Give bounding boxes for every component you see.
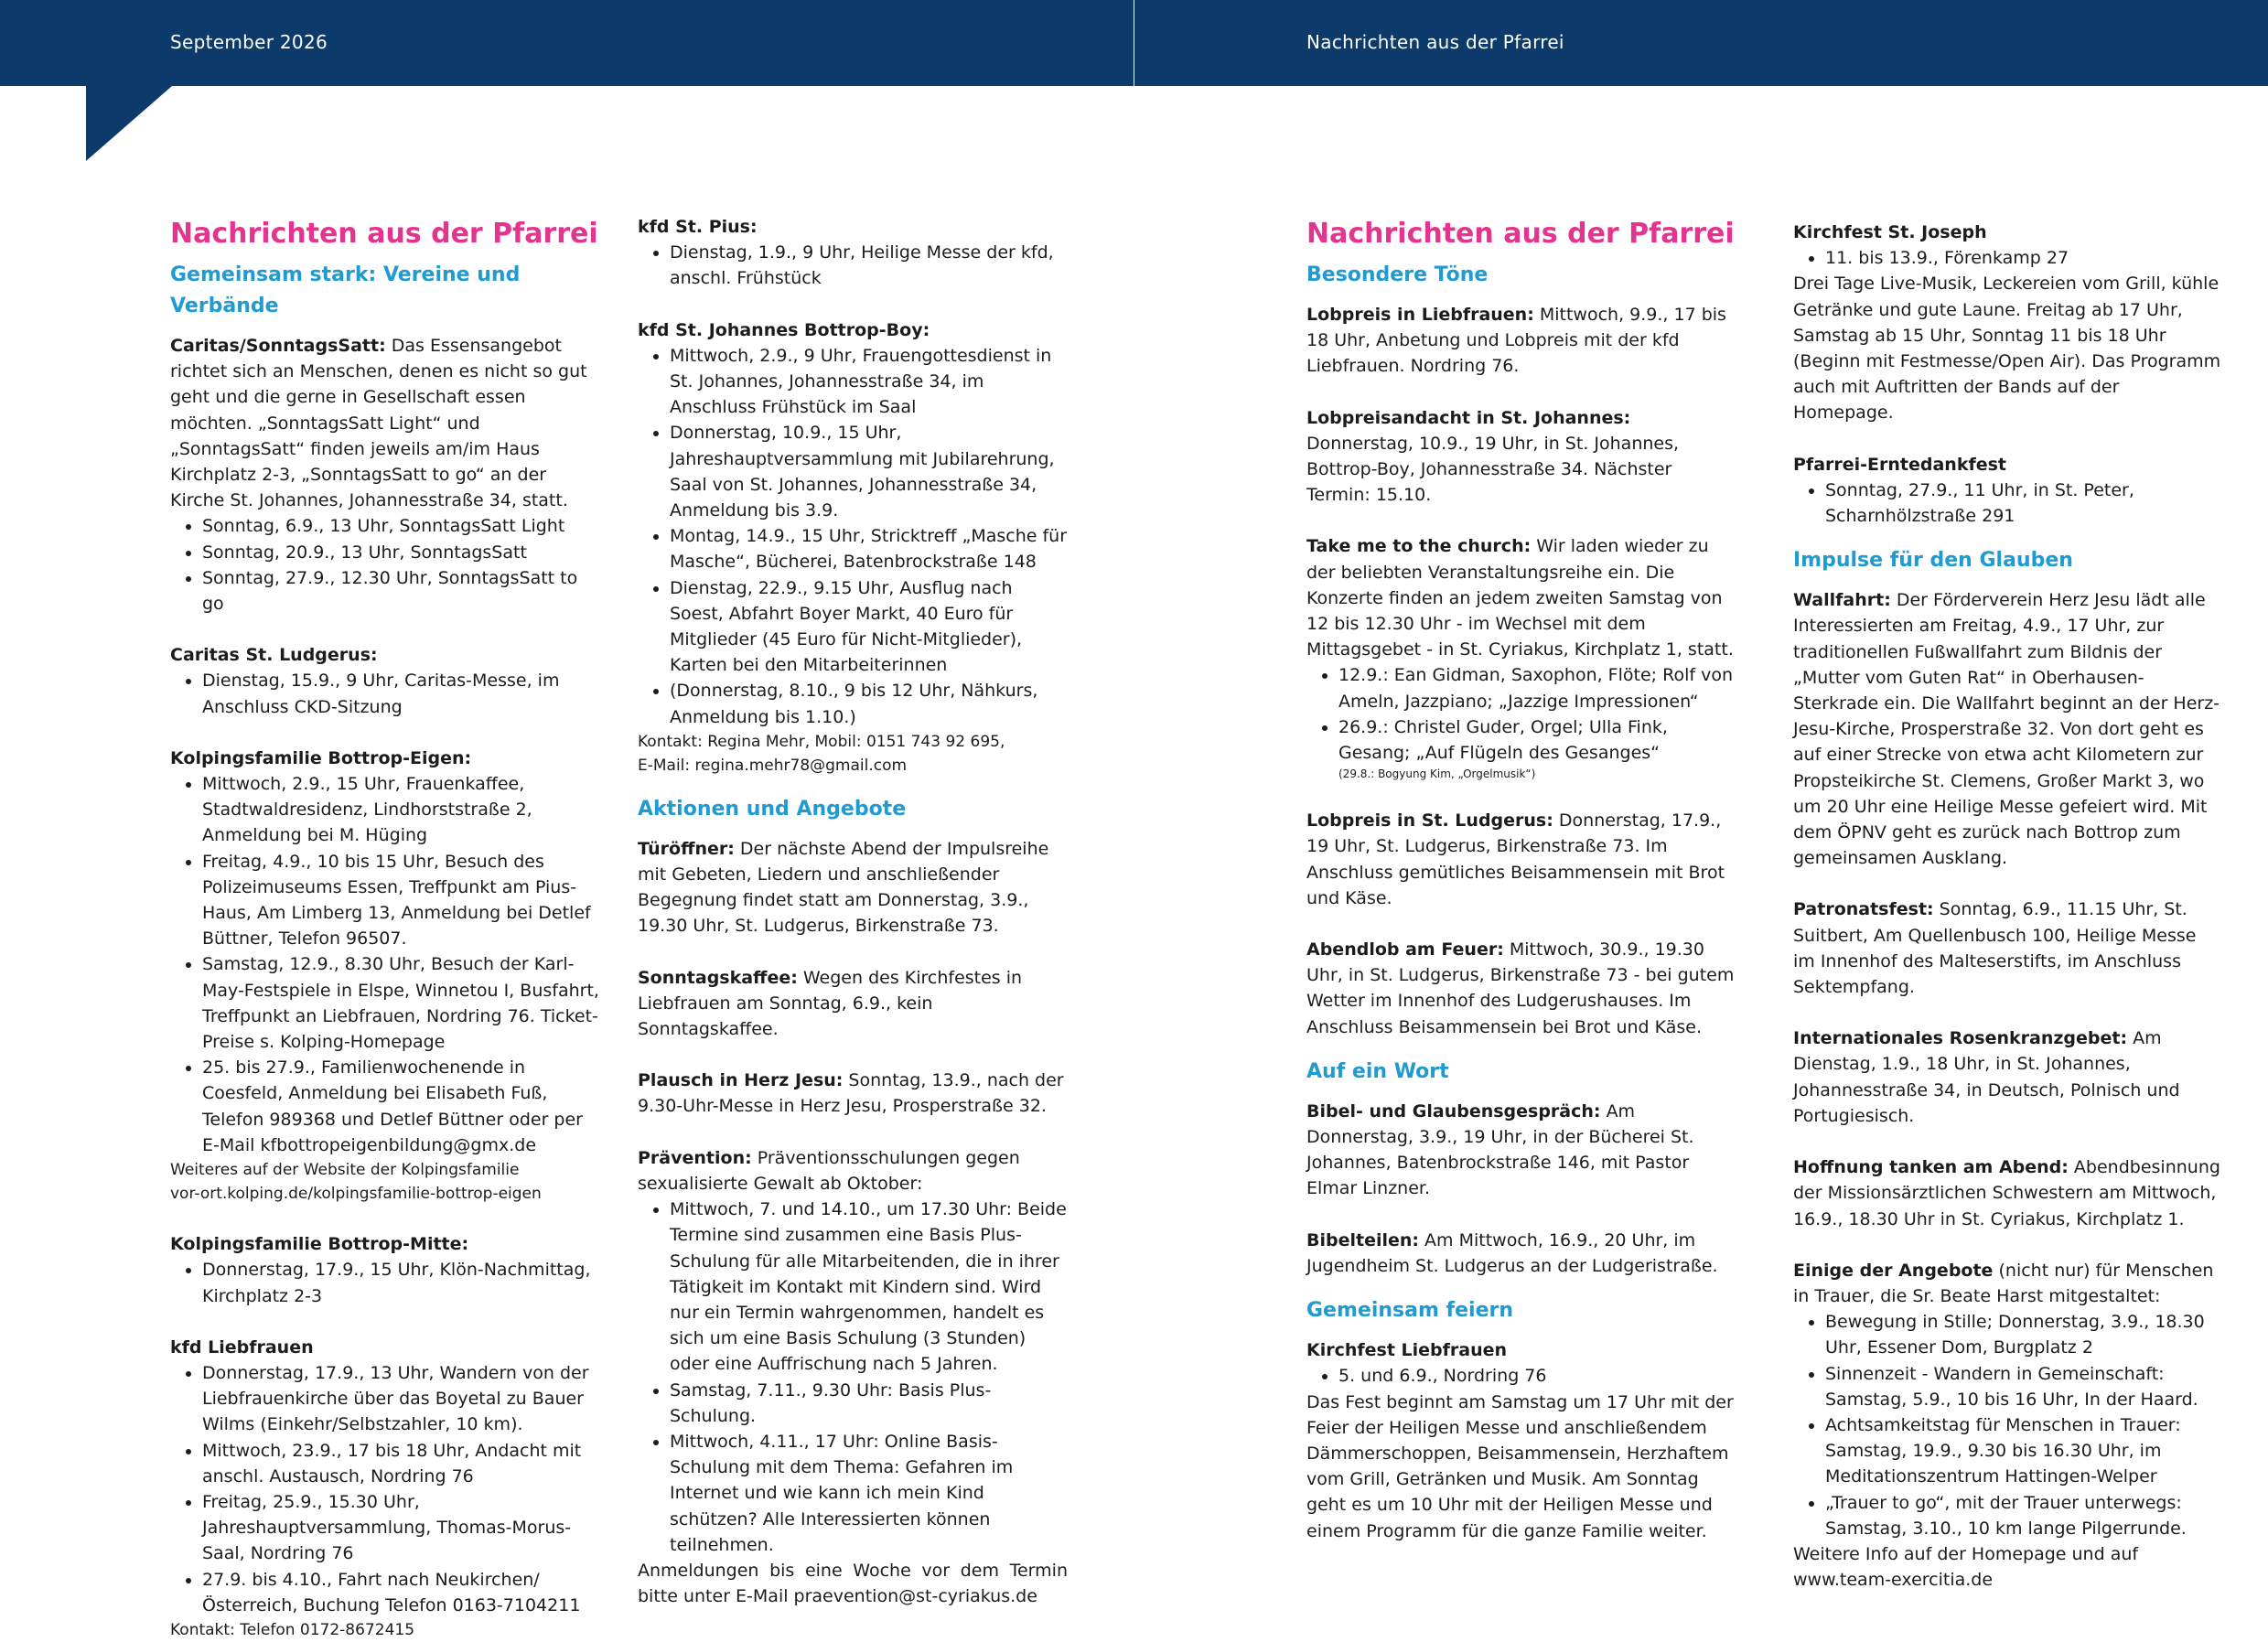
event-list [1793, 1309, 2223, 1541]
contact: Kontakt: Regina Mehr, Mobil: 0151 743 92 695, [638, 732, 1005, 751]
article-sonntagskaffee [638, 965, 1068, 1043]
event-list [170, 668, 600, 719]
list-item: • Freitag, 4.9., 10 bis 15 Uhr, Besuch des Polizeimuseums Essen, Treffpunkt am Pius-Haus, Am Limberg 13, Anmeldung bei Detlef Büttner, Telefon 96507. [202, 849, 600, 952]
list-item: • Dienstag, 22.9., 9.15 Uhr, Ausflug nach Soest, Abfahrt Boyer Markt, 40 Euro für Mitglieder (45 Euro für Nicht-Mitglieder), Karten bei den Mitarbeiterinnen [670, 575, 1068, 679]
article-body: Wir laden wieder zu der beliebten Veranstaltungsreihe ein. Die Konzerte finden an jedem zweiten Samstag von 12 bis 12.30 Uhr - im Wechsel mit dem Mittagsgebet - in St. Cyriakus, Kirchplatz 1, statt. [1306, 536, 1734, 660]
event-list [1306, 1363, 1736, 1389]
article-label: Wallfahrt: [1793, 590, 1891, 611]
list-item: • Donnerstag, 17.9., 13 Uhr, Wandern von der Liebfrauenkirche über das Boyetal zu Bauer Wilms (Einkehr/Selbstzahler, 10 km). [202, 1360, 600, 1438]
article-label: Prävention: [638, 1147, 752, 1168]
list-item: • Sonntag, 20.9., 13 Uhr, SonntagsSatt [202, 540, 600, 565]
article-rosenkranzgebet [1793, 1025, 2223, 1129]
list-item: • Mittwoch, 23.9., 17 bis 18 Uhr, Andacht mit anschl. Austausch, Nordring 76 [202, 1438, 600, 1489]
article-label: Sonntagskaffee: [638, 967, 798, 988]
list-item: • Sonntag, 6.9., 13 Uhr, SonntagsSatt Light [202, 513, 600, 539]
article-body: Das Essensangebot richtet sich an Menschen, denen es nicht so gut geht und die gerne in Gesellschaft essen möchten. „SonntagsSatt Light“ und „SonntagsSatt“ finden jeweils am/im Haus Kirchplatz 2-3, „SonntagsSatt to go“ an der Kirche St. Johannes, Johannesstraße 34, statt. [170, 336, 587, 511]
article-body: Der Förderverein Herz Jesu lädt alle Interessierten am Freitag, 4.9., 17 Uhr, zur traditionellen Fußwallfahrt zum Bildnis der „Mutter vom Guten Rat“ in Oberhausen-Sterkrade ein. Die Wallfahrt beginnt an der Herz-Jesu-Kirche, Prosperstraße 32. Von dort geht es auf einer Strecke von etwa acht Kilometern zur Propsteikirche St. Clemens, Großer Markt 3, wo um 20 Uhr eine Heilige Messe gefeiert wird. Mit dem ÖPNV geht es zurück nach Bottrop zum gemeinsamen Ausklang. [1793, 590, 2220, 869]
column-1 [170, 216, 600, 1642]
list-item: • Samstag, 7.11., 9.30 Uhr: Basis Plus-Schulung. [670, 1378, 1068, 1429]
event-list [170, 1257, 600, 1308]
page-title: Nachrichten aus der Pfarrei [1306, 218, 1735, 250]
article-body: Donnerstag, 10.9., 19 Uhr, in St. Johannes, Bottrop-Boy, Johannesstraße 34. Nächster Termin: 15.10. [1306, 433, 1680, 506]
header-date: September 2026 [170, 31, 328, 53]
article-label: Caritas St. Ludgerus: [170, 645, 378, 666]
article-label: Lobpreis in Liebfrauen: [1306, 305, 1534, 325]
list-item: • Mittwoch, 4.11., 17 Uhr: Online Basis-Schulung mit dem Thema: Gefahren im Internet und wie kann ich mein Kind schützen? Alle Interessierten können teilnehmen. [670, 1429, 1068, 1558]
article-label: Pfarrei-Erntedankfest [1793, 454, 2007, 475]
website-link[interactable]: www.team-exercitia.de [1793, 1570, 1994, 1591]
website-link[interactable]: vor-ort.kolping.de/kolpingsfamilie-bottrop-eigen [170, 1185, 542, 1204]
column-2 [638, 214, 1068, 1609]
list-item: • 26.9.: Christel Guder, Orgel; Ulla Fink, Gesang; „Auf Flügeln des Gesanges“ [1338, 714, 1736, 766]
article-label: kfd St. Pius: [638, 217, 758, 237]
list-item: • Dienstag, 1.9., 9 Uhr, Heilige Messe der kfd, anschl. Frühstück [670, 240, 1068, 291]
article-lobpreis-liebfrauen [1306, 302, 1736, 380]
article-label: Bibelteilen: [1306, 1229, 1419, 1250]
article-label: Lobpreisandacht in St. Johannes: [1306, 407, 1631, 428]
article-body: Mittwoch, 9.9., 17 bis 18 Uhr, Anbetung und Lobpreis mit der kfd Liebfrauen. Nordring 76. [1306, 305, 1726, 377]
article-tueroeffner [638, 836, 1068, 939]
event-list [1306, 662, 1736, 766]
section-heading: Besondere Töne [1306, 263, 1489, 286]
event-list [638, 343, 1068, 730]
article-label: Take me to the church: [1306, 536, 1532, 557]
article-label: Plausch in Herz Jesu: [638, 1070, 844, 1091]
article-label: Bibel- und Glaubensgespräch: [1306, 1100, 1601, 1121]
column-3 [1306, 216, 1736, 1544]
note: Weitere Info auf der Homepage und auf [1793, 1543, 2139, 1564]
list-item: • 25. bis 27.9., Familienwochenende in Coesfeld, Anmeldung bei Elisabeth Fuß, Telefon 989368 und Detlef Büttner oder per E-Mail kfbottropeigenbildung@gmx.de [202, 1055, 600, 1158]
contact-email[interactable]: E-Mail: regina.mehr78@gmail.com [638, 756, 908, 775]
list-item: • 11. bis 13.9., Förenkamp 27 [1825, 245, 2223, 271]
article-body: Das Fest beginnt am Samstag um 17 Uhr mit der Feier der Heiligen Messe und anschließendem Dämmerschoppen, Beisammensein, Herzhaftem vom Grill, Getränken und Musik. Am Sonntag geht es um 10 Uhr mit der Heiligen Messe und einem Programm für die ganze Familie weiter. [1306, 1391, 1734, 1541]
article-body: Drei Tage Live-Musik, Leckereien vom Grill, kühle Getränke und gute Laune. Freitag ab 17 Uhr, Samstag ab 15 Uhr, Sonntag 11 bis 18 Uhr (Beginn mit Festmesse/Open Air). Das Programm auch mit Auftritten der Bands auf der Homepage. [1793, 274, 2221, 424]
footnote: (29.8.: Bogyung Kim, „Orgelmusik“) [1338, 767, 1536, 781]
event-list [638, 1197, 1068, 1558]
header-bar-right [1134, 0, 2268, 86]
article-body: Donnerstag, 17.9., 19 Uhr, St. Ludgerus, Birkenstraße 73. Im Anschluss gemütliches Beisammensein mit Brot und Käse. [1306, 810, 1725, 908]
article-body: Am Dienstag, 1.9., 18 Uhr, in St. Johannes, Johannesstraße 34, in Deutsch, Polnisch und Portugiesisch. [1793, 1028, 2180, 1126]
article-bibelteilen [1306, 1228, 1736, 1279]
event-list [170, 771, 600, 1158]
article-label: kfd St. Johannes Bottrop-Boy: [638, 319, 930, 340]
list-item: • Mittwoch, 7. und 14.10., um 17.30 Uhr: Beide Termine sind zusammen eine Basis Plus-Schulung für alle Mitarbeitenden, die in ihrer Tätigkeit im Kontakt mit Kindern sind. Wird nur ein Termin wahrgenommen, handelt es sich um eine Basis Schulung (3 Stunden) oder eine Auffrischung nach 5 Jahren. [670, 1197, 1068, 1377]
list-item: • Bewegung in Stille; Donnerstag, 3.9., 18.30 Uhr, Essener Dom, Burgplatz 2 [1825, 1309, 2223, 1360]
article-label: Kirchfest St. Joseph [1793, 222, 1987, 242]
list-item: • Sonntag, 27.9., 12.30 Uhr, SonntagsSatt to go [202, 565, 600, 617]
list-item: • (Donnerstag, 8.10., 9 bis 12 Uhr, Nähkurs, Anmeldung bis 1.10.) [670, 678, 1068, 729]
article-label: Internationales Rosenkranzgebet: [1793, 1028, 2128, 1049]
header-tab-corner [86, 86, 172, 161]
article-wallfahrt [1793, 587, 2223, 871]
article-angebote-trauer [1793, 1258, 2223, 1309]
list-item: • Freitag, 25.9., 15.30 Uhr, Jahreshauptversammlung, Thomas-Morus-Saal, Nordring 76 [202, 1489, 600, 1567]
list-item: • Mittwoch, 2.9., 15 Uhr, Frauenkaffee, Stadtwaldresidenz, Lindhorststraße 2, Anmeldung bei M. Hüging [202, 771, 600, 849]
article-label: Caritas/SonntagsSatt: [170, 336, 386, 356]
article-body: Mittwoch, 30.9., 19.30 Uhr, in St. Ludgerus, Birkenstraße 73 - bei gutem Wetter im Innenhof des Ludgerushauses. Im Anschluss Beisammensein bei Brot und Käse. [1306, 939, 1735, 1037]
article-label: Lobpreis in St. Ludgerus: [1306, 810, 1553, 832]
article-lobpreis-ludgerus [1306, 808, 1736, 911]
list-item: • Montag, 14.9., 15 Uhr, Stricktreff „Masche für Masche“, Bücherei, Batenbrockstraße 148 [670, 523, 1068, 574]
section-heading: Gemeinsam stark: Vereine und Verbände [170, 263, 521, 317]
event-list [170, 513, 600, 617]
registration-note: Anmeldungen bis eine Woche vor dem Termin bitte unter E-Mail praevention@st-cyriakus.de [638, 1560, 1068, 1607]
note: Weiteres auf der Website der Kolpingsfamilie [170, 1161, 520, 1180]
event-list [1793, 478, 2223, 529]
article-body: Der nächste Abend der Impulsreihe mit Gebeten, Liedern und anschließender Begegnung findet statt am Donnerstag, 3.9., 19.30 Uhr, St. Ludgerus, Birkenstraße 73. [638, 838, 1049, 937]
article-label: Einige der Angebote [1793, 1260, 1994, 1281]
event-list [1793, 245, 2223, 271]
article-patronatsfest [1793, 896, 2223, 1000]
article-body: Wegen des Kirchfestes in Liebfrauen am Sonntag, 6.9., kein Sonntagskaffee. [638, 967, 1023, 1040]
article-body: Sonntag, 13.9., nach der 9.30-Uhr-Messe in Herz Jesu, Prosperstraße 32. [638, 1070, 1064, 1117]
article-praevention [638, 1145, 1068, 1197]
list-item: • 12.9.: Ean Gidman, Saxophon, Flöte; Rolf von Ameln, Jazzpiano; „Jazzige Impressionen“ [1338, 662, 1736, 714]
article-label: Patronatsfest: [1793, 899, 1934, 920]
article-body: Sonntag, 6.9., 11.15 Uhr, St. Suitbert, Am Quellenbusch 100, Heilige Messe im Innenhof des Malteserstifts, im Anschluss Sektempfang. [1793, 899, 2197, 998]
list-item: • 5. und 6.9., Nordring 76 [1338, 1363, 1736, 1389]
article-body: (nicht nur) für Menschen in Trauer, die Sr. Beate Harst mitgestaltet: [1793, 1260, 2214, 1306]
article-take-me-to-the-church [1306, 533, 1736, 662]
contact: Kontakt: Telefon 0172-8672415 [170, 1620, 415, 1639]
article-lobpreisandacht [1306, 405, 1736, 509]
list-item: • „Trauer to go“, mit der Trauer unterwegs: Samstag, 3.10., 10 km lange Pilgerrunde. [1825, 1490, 2223, 1541]
section-heading: Auf ein Wort [1306, 1059, 1449, 1083]
article-plausch [638, 1068, 1068, 1119]
article-label: Hoffnung tanken am Abend: [1793, 1157, 2069, 1178]
article-body: Am Mittwoch, 16.9., 20 Uhr, im Jugendheim St. Ludgerus an der Ludgeristraße. [1306, 1229, 1718, 1276]
article-caritas-sonntagssatt [170, 333, 600, 513]
section-heading: Impulse für den Glauben [1793, 549, 2073, 573]
list-item: • Sinnenzeit - Wandern in Gemeinschaft: Samstag, 5.9., 10 bis 16 Uhr, In der Haard. [1825, 1361, 2223, 1412]
header-section-title: Nachrichten aus der Pfarrei [1306, 31, 1564, 53]
article-label: Abendlob am Feuer: [1306, 939, 1504, 961]
article-body: Abendbesinnung der Missionsärztlichen Schwestern am Mittwoch, 16.9., 18.30 Uhr in St. Cyriakus, Kirchplatz 1. [1793, 1157, 2220, 1229]
event-list [638, 240, 1068, 291]
article-label: kfd Liebfrauen [170, 1336, 314, 1358]
list-item: • Sonntag, 27.9., 11 Uhr, in St. Peter, Scharnhölzstraße 291 [1825, 478, 2223, 529]
list-item: • Mittwoch, 2.9., 9 Uhr, Frauengottesdienst in St. Johannes, Johannesstraße 34, im Anschluss Frühstück im Saal [670, 343, 1068, 421]
article-label: Kolpingsfamilie Bottrop-Eigen: [170, 747, 472, 768]
list-item: • 27.9. bis 4.10., Fahrt nach Neukirchen/Österreich, Buchung Telefon 0163-7104211 [202, 1567, 600, 1618]
list-item: • Donnerstag, 10.9., 15 Uhr, Jahreshauptversammlung mit Jubilarehrung, Saal von St. Johannes, Johannesstraße 34, Anmeldung bis 3.9. [670, 420, 1068, 523]
list-item: • Donnerstag, 17.9., 15 Uhr, Klön-Nachmittag, Kirchplatz 2-3 [202, 1257, 600, 1308]
page-title: Nachrichten aus der Pfarrei [170, 218, 598, 250]
article-bibelgespraech [1306, 1099, 1736, 1202]
list-item: • Samstag, 12.9., 8.30 Uhr, Besuch der Karl-May-Festspiele in Elspe, Winnetou I, Busfahrt, Treffpunkt an Liebfrauen, Nordring 76. Ticket-Preise s. Kolping-Homepage [202, 951, 600, 1055]
article-label: Kirchfest Liebfrauen [1306, 1340, 1508, 1361]
column-4 [1793, 220, 2223, 1593]
section-heading: Gemeinsam feiern [1306, 1299, 1514, 1323]
article-abendlob [1306, 937, 1736, 1040]
article-body: Präventionsschulungen gegen sexualisierte Gewalt ab Oktober: [638, 1147, 1020, 1194]
list-item: • Achtsamkeitstag für Menschen in Trauer: Samstag, 19.9., 9.30 bis 16.30 Uhr, im Meditationszentrum Hattingen-Welper [1825, 1412, 2223, 1490]
article-label: Kolpingsfamilie Bottrop-Mitte: [170, 1234, 469, 1255]
event-list [170, 1360, 600, 1618]
list-item: • Dienstag, 15.9., 9 Uhr, Caritas-Messe, im Anschluss CKD-Sitzung [202, 668, 600, 719]
section-heading: Aktionen und Angebote [638, 797, 907, 821]
article-hoffnung-tanken [1793, 1154, 2223, 1232]
header-bar-left [0, 0, 1134, 86]
article-body: Am Donnerstag, 3.9., 19 Uhr, in der Bücherei St. Johannes, Batenbrockstraße 146, mit Pastor Elmar Linzner. [1306, 1100, 1694, 1199]
article-label: Türöffner: [638, 838, 735, 859]
